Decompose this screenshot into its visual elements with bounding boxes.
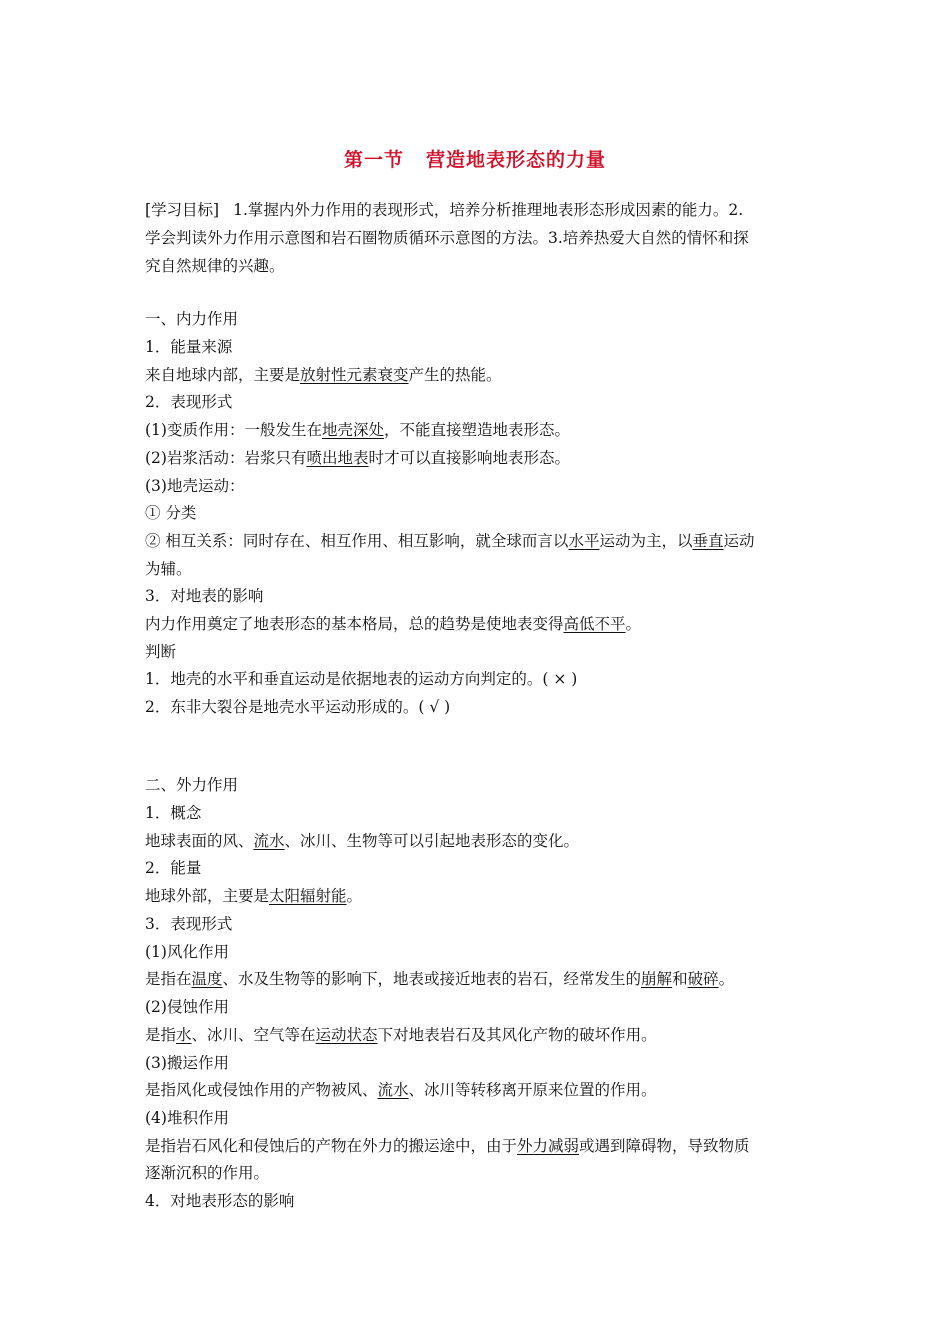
text: 运动为主，以: [599, 532, 693, 550]
answer-blank: 温度: [191, 970, 223, 988]
s2-f1: (1)风化作用: [145, 943, 229, 961]
text: 、冰川、空气等在: [191, 1026, 316, 1044]
answer-blank: 崩解: [641, 970, 673, 988]
answer-blank: 水: [176, 1026, 192, 1044]
title-text: 营造地表形态的力量: [426, 149, 607, 171]
text: 或遇到障碍物，导致物质: [579, 1137, 750, 1155]
text: 时才可以直接影响地表形态。: [368, 449, 570, 467]
answer-blank: 破碎: [687, 970, 719, 988]
s2-f4-text-2: 逐渐沉积的作用。: [145, 1164, 270, 1182]
goals-line-1: [145, 199, 743, 221]
text: 。: [718, 970, 735, 988]
s2-f3: (3)搬运作用: [145, 1054, 229, 1072]
s1-h1: 1．能量来源: [145, 338, 233, 356]
judge-heading: 判断: [145, 643, 177, 661]
answer-blank: 流水: [377, 1081, 409, 1099]
answer-blank: 地壳深处: [321, 421, 384, 439]
judge-item-2: 2．东非大裂谷是地壳水平运动形成的。( √ ): [145, 698, 451, 716]
s1-p3: [145, 613, 641, 635]
s2-h4: 4．对地表形态的影响: [145, 1192, 295, 1210]
text: 地球表面的风、: [145, 832, 254, 850]
s2-p1: [145, 830, 579, 852]
s2-f2-text: [145, 1024, 657, 1046]
text: 地球外部，主要是: [145, 887, 270, 905]
text: 下对地表岩石及其风化产物的破坏作用。: [377, 1026, 657, 1044]
text: (1)变质作用：一般发生在: [145, 421, 322, 439]
answer-blank: 外力减弱: [517, 1137, 580, 1155]
text: 、冰川、生物等可以引起地表形态的变化。: [284, 832, 580, 850]
s1-p1: [145, 364, 502, 386]
s2-f1-text: [145, 968, 734, 990]
goals-text-1: 1.掌握内外力作用的表现形式，培养分析推理地表形态形成因素的能力。2.: [233, 201, 744, 219]
answer-blank: 高低不平: [563, 615, 626, 633]
s2-f3-text: [145, 1079, 657, 1101]
text: 、水及生物等的影响下，地表或接近地表的岩石，经常发生的: [222, 970, 642, 988]
answer-blank: 垂直: [692, 532, 724, 550]
answer-blank: 运动状态: [315, 1026, 378, 1044]
s1-h2: 2．表现形式: [145, 393, 233, 411]
text: (2)岩浆活动：岩浆只有: [145, 449, 307, 467]
answer-blank: 放射性元素衰变: [300, 366, 409, 384]
text: 。: [346, 887, 363, 905]
text: 。: [625, 615, 642, 633]
s1-p2a: [145, 419, 570, 441]
s1-p2e: [145, 530, 755, 552]
text: 和: [672, 970, 688, 988]
text: ，不能直接塑造地表形态。: [383, 421, 570, 439]
goals-label: [学习目标]: [145, 201, 220, 219]
text: 、冰川等转移离开原来位置的作用。: [408, 1081, 657, 1099]
answer-blank: 喷出地表: [306, 449, 369, 467]
answer-blank: 流水: [253, 832, 285, 850]
s2-h2: 2．能量: [145, 859, 202, 877]
judge-item-1: 1．地壳的水平和垂直运动是依据地表的运动方向判定的。( × ): [145, 670, 578, 688]
s1-p2d: ① 分类: [145, 504, 197, 522]
title-section-number: 第一节: [343, 149, 404, 171]
text: 是指风化或侵蚀作用的产物被风、: [145, 1081, 378, 1099]
goals-line-3: 究自然规律的兴趣。: [145, 257, 285, 275]
answer-blank: 太阳辐射能: [269, 887, 347, 905]
s2-h3: 3．表现形式: [145, 915, 233, 933]
s1-p2b: [145, 447, 570, 469]
s2-f4-text: [145, 1135, 750, 1157]
text: 内力作用奠定了地表形态的基本格局，总的趋势是使地表变得: [145, 615, 564, 633]
answer-blank: 水平: [568, 532, 600, 550]
text: 是指岩石风化和侵蚀后的产物在外力的搬运途中，由于: [145, 1137, 518, 1155]
section-1-heading: 一、内力作用: [145, 310, 239, 328]
section-2-heading: 二、外力作用: [145, 776, 239, 794]
text: 运动: [723, 532, 755, 550]
text: 是指在: [145, 970, 192, 988]
text: ② 相互关系：同时存在、相互作用、相互影响，就全球而言以: [145, 532, 569, 550]
s1-p2f: 为辅。: [145, 560, 192, 578]
goals-line-2: 学会判读外力作用示意图和岩石圈物质循环示意图的方法。3.培养热爱大自然的情怀和探: [145, 229, 749, 247]
s2-f2: (2)侵蚀作用: [145, 998, 229, 1016]
s2-h1: 1．概念: [145, 804, 202, 822]
text: 产生的热能。: [408, 366, 502, 384]
s1-p2c: (3)地壳运动：: [145, 477, 245, 495]
page-title: [0, 145, 950, 172]
text: 来自地球内部，主要是: [145, 366, 301, 384]
s2-f4: (4)堆积作用: [145, 1109, 229, 1127]
text: 是指: [145, 1026, 177, 1044]
s1-h3: 3．对地表的影响: [145, 587, 264, 605]
s2-p2: [145, 885, 362, 907]
